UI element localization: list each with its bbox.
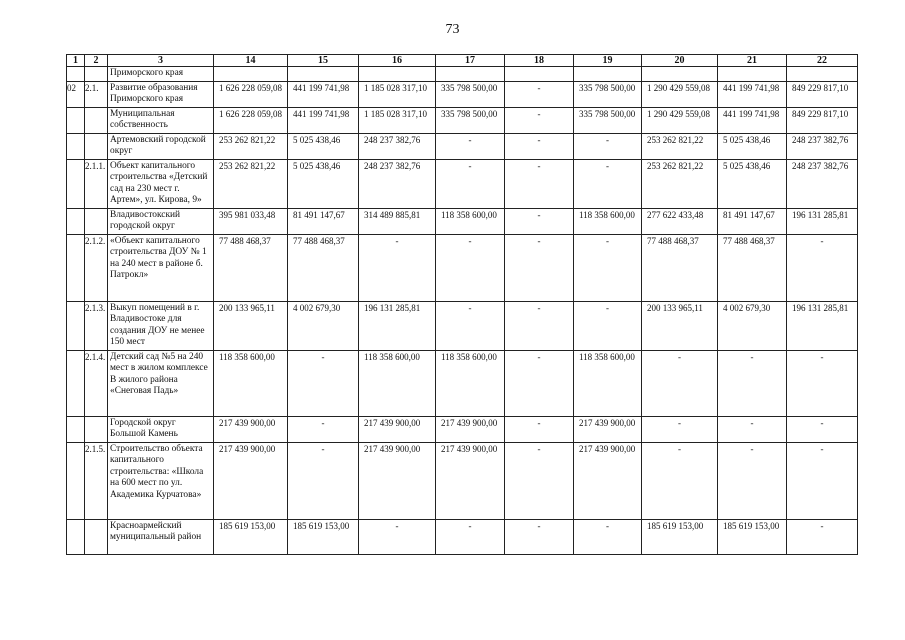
table-cell: 1 626 228 059,08 bbox=[214, 81, 288, 107]
table-cell: 77 488 468,37 bbox=[642, 234, 718, 301]
table-cell bbox=[67, 133, 85, 159]
column-header: 17 bbox=[436, 55, 505, 67]
table-cell: - bbox=[787, 442, 858, 519]
table-cell: 217 439 900,00 bbox=[359, 416, 436, 442]
table-cell: 81 491 147,67 bbox=[288, 208, 359, 234]
column-header: 22 bbox=[787, 55, 858, 67]
table-cell: 81 491 147,67 bbox=[718, 208, 787, 234]
table-cell: 217 439 900,00 bbox=[436, 442, 505, 519]
table-row bbox=[67, 133, 858, 159]
table-cell: - bbox=[642, 416, 718, 442]
table-cell: 185 619 153,00 bbox=[718, 519, 787, 554]
table-cell: 395 981 033,48 bbox=[214, 208, 288, 234]
table-cell: 253 262 821,22 bbox=[214, 133, 288, 159]
table-cell: 2.1.1. bbox=[85, 159, 108, 208]
table-cell: 849 229 817,10 bbox=[787, 81, 858, 107]
table-cell: 1 290 429 559,08 bbox=[642, 107, 718, 133]
table-cell: - bbox=[787, 416, 858, 442]
table-cell: 217 439 900,00 bbox=[574, 442, 642, 519]
table-cell: - bbox=[436, 234, 505, 301]
table-cell bbox=[787, 67, 858, 82]
table-cell: - bbox=[787, 350, 858, 416]
table-cell: 335 798 500,00 bbox=[574, 107, 642, 133]
table-cell bbox=[288, 67, 359, 82]
table-cell bbox=[718, 67, 787, 82]
table-cell: - bbox=[436, 301, 505, 350]
table-cell: 314 489 885,81 bbox=[359, 208, 436, 234]
table-cell: 253 262 821,22 bbox=[214, 159, 288, 208]
column-header: 2 bbox=[85, 55, 108, 67]
table-cell: 2.1.3. bbox=[85, 301, 108, 350]
table-cell: - bbox=[436, 133, 505, 159]
table-cell bbox=[574, 67, 642, 82]
table-cell bbox=[67, 301, 85, 350]
table-cell: - bbox=[505, 234, 574, 301]
table-cell: Владивостокский городской округ bbox=[108, 208, 214, 234]
table-cell: Строительство объекта капитального строительства: «Школа на 600 мест по ул. Академика Курчатова» bbox=[108, 442, 214, 519]
table-cell: - bbox=[436, 159, 505, 208]
table-cell: 277 622 433,48 bbox=[642, 208, 718, 234]
table-cell: Приморского края bbox=[108, 67, 214, 82]
table-cell: 4 002 679,30 bbox=[718, 301, 787, 350]
table-cell: - bbox=[505, 301, 574, 350]
table-cell: - bbox=[288, 442, 359, 519]
table-cell: - bbox=[359, 234, 436, 301]
table-cell: 118 358 600,00 bbox=[436, 208, 505, 234]
table-cell: - bbox=[574, 234, 642, 301]
column-header: 1 bbox=[67, 55, 85, 67]
table-cell: 1 626 228 059,08 bbox=[214, 107, 288, 133]
table-row bbox=[67, 234, 858, 301]
table-cell: 185 619 153,00 bbox=[642, 519, 718, 554]
table-cell bbox=[67, 442, 85, 519]
table-cell: 77 488 468,37 bbox=[214, 234, 288, 301]
table-cell: 1 290 429 559,08 bbox=[642, 81, 718, 107]
table-cell: 248 237 382,76 bbox=[359, 159, 436, 208]
table-cell bbox=[85, 133, 108, 159]
table-cell: 02 bbox=[67, 81, 85, 107]
table-cell: 1 185 028 317,10 bbox=[359, 81, 436, 107]
table-cell bbox=[214, 67, 288, 82]
table-cell bbox=[85, 107, 108, 133]
table-row bbox=[67, 107, 858, 133]
table-cell: 335 798 500,00 bbox=[436, 107, 505, 133]
table-cell: - bbox=[642, 442, 718, 519]
table-cell: 2.1.2. bbox=[85, 234, 108, 301]
column-header: 19 bbox=[574, 55, 642, 67]
table-cell: 196 131 285,81 bbox=[359, 301, 436, 350]
table-cell bbox=[505, 67, 574, 82]
table-cell bbox=[67, 350, 85, 416]
page-number: 73 bbox=[445, 22, 460, 37]
table-cell: 2.1.5. bbox=[85, 442, 108, 519]
table-cell: - bbox=[288, 416, 359, 442]
table-cell bbox=[642, 67, 718, 82]
table-cell bbox=[67, 519, 85, 554]
table-cell: 118 358 600,00 bbox=[214, 350, 288, 416]
table-cell: 118 358 600,00 bbox=[359, 350, 436, 416]
table-cell: Муниципальная собственность bbox=[108, 107, 214, 133]
table-cell: 185 619 153,00 bbox=[288, 519, 359, 554]
table-cell: - bbox=[359, 519, 436, 554]
table-cell: - bbox=[288, 350, 359, 416]
table-cell: - bbox=[505, 159, 574, 208]
table-row bbox=[67, 350, 858, 416]
table-body bbox=[67, 67, 858, 555]
table-cell: - bbox=[718, 442, 787, 519]
table-row bbox=[67, 159, 858, 208]
table-cell bbox=[67, 234, 85, 301]
table-cell: - bbox=[642, 350, 718, 416]
table-cell: 196 131 285,81 bbox=[787, 301, 858, 350]
table-row bbox=[67, 416, 858, 442]
table-cell bbox=[67, 416, 85, 442]
table-cell: 77 488 468,37 bbox=[288, 234, 359, 301]
table-cell: 185 619 153,00 bbox=[214, 519, 288, 554]
table-cell: - bbox=[505, 133, 574, 159]
table-cell: 335 798 500,00 bbox=[574, 81, 642, 107]
table-cell: - bbox=[505, 350, 574, 416]
table-cell: - bbox=[718, 416, 787, 442]
table-cell: - bbox=[505, 519, 574, 554]
table-cell: - bbox=[574, 301, 642, 350]
table-cell bbox=[67, 67, 85, 82]
table-cell: 217 439 900,00 bbox=[574, 416, 642, 442]
table-cell: - bbox=[505, 442, 574, 519]
table-cell: 217 439 900,00 bbox=[359, 442, 436, 519]
table-cell: Выкуп помещений в г. Владивостоке для создания ДОУ не менее 150 мест bbox=[108, 301, 214, 350]
table-cell: 441 199 741,98 bbox=[718, 81, 787, 107]
table-cell bbox=[359, 67, 436, 82]
table-cell: - bbox=[505, 416, 574, 442]
table-cell: - bbox=[718, 350, 787, 416]
table-cell: 2.1.4. bbox=[85, 350, 108, 416]
table-cell: - bbox=[787, 234, 858, 301]
table-cell: Артемовский городской округ bbox=[108, 133, 214, 159]
table-cell bbox=[85, 519, 108, 554]
table-row bbox=[67, 67, 858, 82]
table-cell: 253 262 821,22 bbox=[642, 133, 718, 159]
table-row bbox=[67, 442, 858, 519]
table-cell bbox=[67, 159, 85, 208]
column-header: 3 bbox=[108, 55, 214, 67]
column-header: 16 bbox=[359, 55, 436, 67]
table-cell: 4 002 679,30 bbox=[288, 301, 359, 350]
table-row bbox=[67, 81, 858, 107]
budget-table bbox=[66, 54, 858, 555]
table-cell: 217 439 900,00 bbox=[436, 416, 505, 442]
table-cell bbox=[85, 67, 108, 82]
table-cell bbox=[436, 67, 505, 82]
table-row bbox=[67, 301, 858, 350]
table-cell: Красноармейский муниципальный район bbox=[108, 519, 214, 554]
table-cell: 248 237 382,76 bbox=[787, 159, 858, 208]
table-cell bbox=[85, 208, 108, 234]
table-cell bbox=[67, 107, 85, 133]
table-cell: 441 199 741,98 bbox=[718, 107, 787, 133]
table-header-row bbox=[67, 55, 858, 67]
table-cell: Развитие образования Приморского края bbox=[108, 81, 214, 107]
table-cell: 248 237 382,76 bbox=[787, 133, 858, 159]
column-header: 18 bbox=[505, 55, 574, 67]
table-cell: 118 358 600,00 bbox=[574, 208, 642, 234]
column-header: 15 bbox=[288, 55, 359, 67]
column-header: 20 bbox=[642, 55, 718, 67]
table-cell bbox=[85, 416, 108, 442]
table-cell: - bbox=[574, 519, 642, 554]
column-header: 14 bbox=[214, 55, 288, 67]
table-cell: 77 488 468,37 bbox=[718, 234, 787, 301]
column-header: 21 bbox=[718, 55, 787, 67]
table-cell: 335 798 500,00 bbox=[436, 81, 505, 107]
table-cell: - bbox=[787, 519, 858, 554]
table-cell: 248 237 382,76 bbox=[359, 133, 436, 159]
table-cell: - bbox=[505, 81, 574, 107]
table-cell: - bbox=[574, 133, 642, 159]
table-cell: 1 185 028 317,10 bbox=[359, 107, 436, 133]
table-cell: 849 229 817,10 bbox=[787, 107, 858, 133]
table-cell: 217 439 900,00 bbox=[214, 442, 288, 519]
table-cell: 5 025 438,46 bbox=[718, 159, 787, 208]
table-cell: 118 358 600,00 bbox=[574, 350, 642, 416]
table-cell: 2.1. bbox=[85, 81, 108, 107]
table-cell: Детский сад №5 на 240 мест в жилом комплексе В жилого района «Снеговая Падь» bbox=[108, 350, 214, 416]
table-cell: 5 025 438,46 bbox=[718, 133, 787, 159]
table-cell: 200 133 965,11 bbox=[214, 301, 288, 350]
table-row bbox=[67, 519, 858, 554]
table-cell: 441 199 741,98 bbox=[288, 81, 359, 107]
table-cell: 5 025 438,46 bbox=[288, 159, 359, 208]
table-cell: - bbox=[505, 208, 574, 234]
table-cell: - bbox=[436, 519, 505, 554]
table-cell: Городской округ Большой Камень bbox=[108, 416, 214, 442]
table-cell: 253 262 821,22 bbox=[642, 159, 718, 208]
table-cell: «Объект капитального строительства ДОУ № 1 на 240 мест в районе б. Патрокл» bbox=[108, 234, 214, 301]
table-cell: 5 025 438,46 bbox=[288, 133, 359, 159]
table-cell bbox=[67, 208, 85, 234]
table-cell: Объект капитального строительства «Детский сад на 230 мест г. Артем», ул. Кирова, 9» bbox=[108, 159, 214, 208]
table-cell: - bbox=[574, 159, 642, 208]
table-cell: 441 199 741,98 bbox=[288, 107, 359, 133]
table-cell: - bbox=[505, 107, 574, 133]
table-cell: 118 358 600,00 bbox=[436, 350, 505, 416]
table-row bbox=[67, 208, 858, 234]
table-cell: 196 131 285,81 bbox=[787, 208, 858, 234]
table-cell: 217 439 900,00 bbox=[214, 416, 288, 442]
table-cell: 200 133 965,11 bbox=[642, 301, 718, 350]
